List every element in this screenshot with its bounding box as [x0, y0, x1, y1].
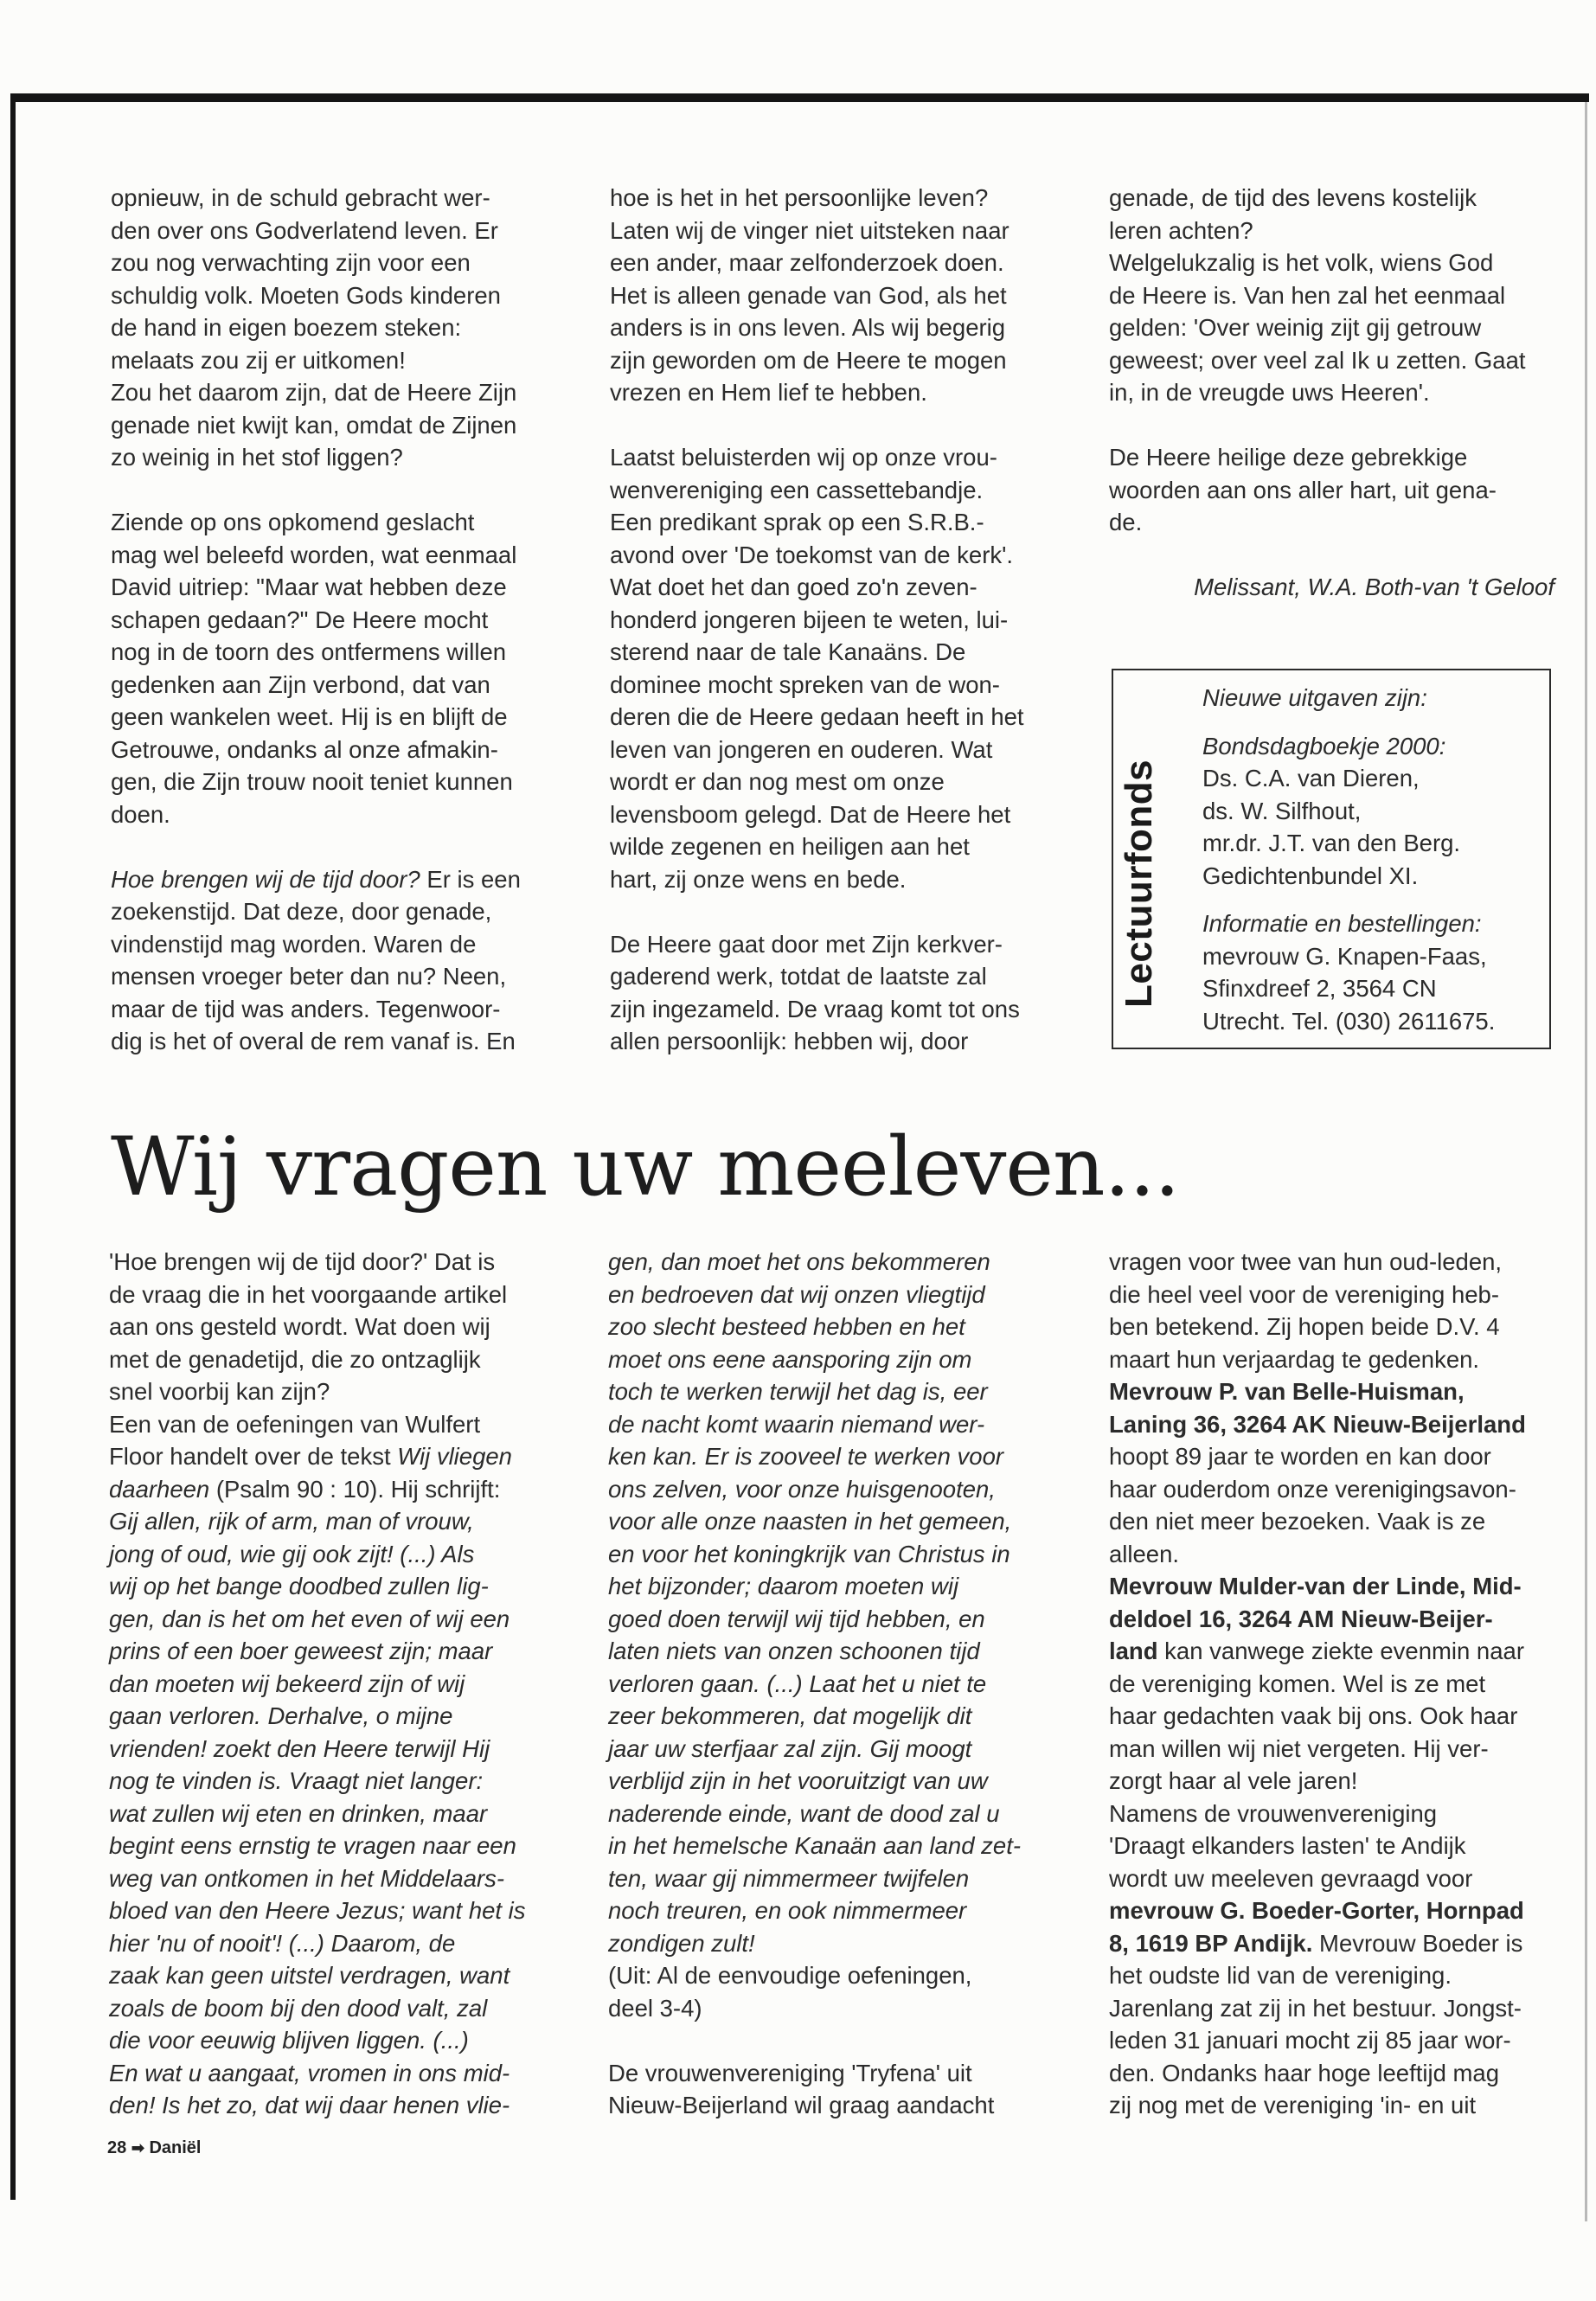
box-author: Gedichtenbundel XI. [1202, 862, 1419, 889]
text-line: gelden: 'Over weinig zijt gij getrouw [1109, 314, 1482, 341]
text-line: wordt uw meeleven gevraagd voor [1109, 1864, 1473, 1892]
text-line: gaan verloren. Derhalve, o mijne [109, 1702, 453, 1729]
member-name: mevrouw G. Boeder-Gorter, Hornpad [1109, 1897, 1524, 1924]
text-line: dan moeten wij bekeerd zijn of wij [109, 1670, 465, 1697]
text-line: een ander, maar zelfonderzoek doen. [610, 249, 1004, 276]
text-line: de vraag die in het voorgaande artikel [109, 1280, 508, 1308]
text-line: allen persoonlijk: hebben wij, door [610, 1028, 969, 1054]
text-line: maart hun verjaardag te gedenken. [1109, 1345, 1480, 1373]
text-line: prins of een boer geweest zijn; maar [109, 1638, 493, 1664]
text-line: wordt er dan nog mest om onze [610, 768, 945, 795]
text-line: hoe is het in het persoonlijke leven? [610, 184, 989, 211]
text-line: moet ons eene aansporing zijn om [608, 1345, 972, 1373]
text-line: Een predikant sprak op een S.R.B.- [610, 509, 984, 535]
box-author: ds. W. Silfhout, [1202, 797, 1362, 824]
text-line: den niet meer bezoeken. Vaak is ze [1109, 1508, 1486, 1535]
text-line: voor alle onze naasten in het gemeen, [608, 1508, 1012, 1535]
text-line: gen, die Zijn trouw nooit teniet kunnen [111, 768, 513, 795]
text-line: gen, dan moet het ons bekommeren [608, 1248, 990, 1275]
text-line: 'Hoe brengen wij de tijd door?' Dat is [109, 1248, 496, 1275]
text-line: bloed van den Heere Jezus; want het is [109, 1897, 526, 1924]
text-line: snel voorbij kan zijn? [109, 1378, 330, 1405]
member-address: Laning 36, 3264 AK Nieuw-Beijerland [1109, 1410, 1526, 1438]
text-line: naderende einde, want de dood zal u [608, 1799, 1000, 1827]
text-line: begint eens ernstig te vragen naar een [109, 1832, 516, 1859]
italic-span: daarheen [109, 1475, 210, 1503]
text-line: de hand in eigen boezem steken: [111, 314, 462, 341]
text-line: schuldig volk. Moeten Gods kinderen [111, 281, 501, 309]
text-line: Een van de oefeningen van Wulfert [109, 1410, 481, 1438]
italic-quote [109, 1505, 567, 2122]
article-heading: Wij vragen uw meeleven... [111, 1120, 1180, 1215]
box-author: mr.dr. J.T. van den Berg. [1202, 830, 1461, 856]
text-line [109, 1440, 567, 1473]
text-line: man willen wij niet vergeten. Hij ver- [1109, 1734, 1489, 1762]
lower-column-3 [1109, 1246, 1567, 2122]
text-line: wij op het bange doodbed zullen lig- [109, 1573, 489, 1599]
text-line: zijn geworden om de Heere te mogen [610, 346, 1007, 374]
right-edge [1585, 102, 1587, 2221]
text-line: wat zullen wij eten en drinken, maar [109, 1799, 488, 1827]
text-line: maar de tijd was anders. Tegenwoor- [111, 995, 501, 1022]
text-line: het bijzonder; daarom moeten wij [608, 1573, 959, 1599]
box-contact: Sfinxdreef 2, 3564 CN [1202, 975, 1437, 1002]
text-line: mensen vroeger beter dan nu? Neen, [111, 963, 507, 990]
top-rule [10, 93, 1589, 102]
arrow-icon: ➡ [131, 2139, 144, 2157]
text-line: zaak kan geen uitstel verdragen, want [109, 1962, 510, 1989]
text-line: jong of oud, wie gij ook zijt! (...) Als [109, 1540, 475, 1567]
text-line: hart, zij onze wens en bede. [610, 865, 907, 893]
member-name: Mevrouw P. van Belle-Huisman, [1109, 1378, 1465, 1405]
text-line: Laatst beluisterden wij op onze vrou- [610, 444, 997, 471]
text-line: jaar uw sterfjaar zal zijn. Gij moogt [608, 1734, 972, 1762]
upper-column-3 [1109, 182, 1554, 604]
text-line: zondigen zult! [608, 1929, 755, 1957]
text-line: de nacht komt waarin niemand wer- [608, 1410, 985, 1438]
text-line: vrienden! zoekt den Heere terwijl Hij [109, 1734, 490, 1762]
text-line: Ziende op ons opkomend geslacht [111, 509, 475, 535]
text-line: de Heere is. Van hen zal het eenmaal [1109, 281, 1506, 309]
text-line: opnieuw, in de schuld gebracht wer- [111, 184, 490, 211]
box-contact: Utrecht. Tel. (030) 2611675. [1202, 1007, 1496, 1035]
text-line: zou nog verwachting zijn voor een [111, 249, 471, 276]
box-title: Lectuurfonds [1118, 759, 1160, 1008]
text-line: vindenstijd mag worden. Waren de [111, 930, 477, 958]
text-line: honderd jongeren bijeen te weten, lui- [610, 606, 1009, 633]
text-line: in, in de vreugde uws Heeren'. [1109, 379, 1430, 406]
text-line: die heel veel voor de vereniging heb- [1109, 1280, 1499, 1308]
text-line: sterend naar de tale Kanaäns. De [610, 638, 966, 665]
text-line: alleen. [1109, 1540, 1180, 1567]
text-line: den over ons Godverlatend leven. Er [111, 216, 498, 244]
page-footer [107, 2138, 202, 2158]
text-line: de. [1109, 509, 1143, 535]
text-line: en bedroeven dat wij onzen vliegtijd [608, 1280, 985, 1308]
upper-column-2 [610, 182, 1064, 1058]
text-line: nog te vinden is. Vraagt niet langer: [109, 1767, 484, 1794]
text-line: gedenken aan Zijn verbond, dat van [111, 670, 490, 698]
text-line: goed doen terwijl wij tijd hebben, en [608, 1605, 985, 1632]
text-line: zoo slecht besteed hebben en het [608, 1313, 965, 1340]
text-line: Het is alleen genade van God, als het [610, 281, 1007, 309]
text-line: ten, waar gij nimmermeer twijfelen [608, 1864, 970, 1892]
text-line: avond over 'De toekomst van de kerk'. [610, 541, 1014, 568]
text-line: verloren gaan. (...) Laat het u niet te [608, 1670, 987, 1697]
text-line: in het hemelsche Kanaän aan land zet- [608, 1832, 1021, 1859]
text-span: kan vanwege ziekte evenmin naar [1157, 1638, 1524, 1664]
text-line: toch te werken terwijl het dag is, eer [608, 1378, 988, 1405]
text-line: haar ouderdom onze verenigingsavon- [1109, 1475, 1516, 1503]
text-line: En wat u aangaat, vromen in ons mid- [109, 2059, 510, 2086]
text-line: vrezen en Hem lief te hebben. [610, 379, 927, 406]
text-line: Namens de vrouwenvereniging [1109, 1799, 1438, 1827]
text-line: vragen voor twee van hun oud-leden, [1109, 1248, 1503, 1275]
text-line: gen, dan is het om het even of wij een [109, 1605, 510, 1632]
text-line: geweest; over veel zal Ik u zetten. Gaat [1109, 346, 1526, 374]
signature: Melissant, W.A. Both-van 't Geloof [1194, 574, 1554, 600]
text-line: wilde zegenen en heiligen aan het [610, 833, 970, 860]
text-line: zij nog met de vereniging 'in- en uit [1109, 2092, 1477, 2118]
magazine-name: Daniël [149, 2138, 202, 2157]
text-line: haar gedachten vaak bij ons. Ook haar [1109, 1702, 1518, 1729]
member-address: deldoel 16, 3264 AM Nieuw-Beijer- [1109, 1605, 1493, 1632]
text-line: De Heere gaat door met Zijn kerkver- [610, 930, 1003, 958]
lower-column-1 [109, 1246, 567, 2122]
text-line: en voor het koningkrijk van Christus in [608, 1540, 1010, 1567]
text-line: het oudste lid van de vereniging. [1109, 1962, 1452, 1989]
text-line: woorden aan ons aller hart, uit gena- [1109, 476, 1497, 503]
text-line: genade niet kwijt kan, omdat de Zijnen [111, 411, 517, 439]
text-span: Er is een [420, 865, 521, 893]
text-line: hier 'nu of nooit'! (...) Daarom, de [109, 1929, 456, 1957]
text-line: Wat doet het dan goed zo'n zeven- [610, 574, 977, 600]
box-author: Ds. C.A. van Dieren, [1202, 765, 1420, 792]
text-line: geen wankelen weet. Hij is en blijft de [111, 703, 508, 730]
text-line: zo weinig in het stof liggen? [111, 444, 403, 471]
text-line: laten niets van onzen schoonen tijd [608, 1638, 980, 1664]
text-line: leven van jongeren en ouderen. Wat [610, 735, 993, 763]
text-line: Getrouwe, ondanks al onze afmakin- [111, 735, 498, 763]
text-line: aan ons gesteld wordt. Wat doen wij [109, 1313, 490, 1340]
page-number: 28 [107, 2138, 127, 2157]
text-line: zoals de boom bij den dood valt, zal [109, 1994, 488, 2022]
left-rule [10, 93, 16, 2200]
text-line: de vereniging komen. Wel is ze met [1109, 1670, 1486, 1697]
text-line: melaats zou zij er uitkomen! [111, 346, 406, 374]
text-line: mag wel beleefd worden, wat eenmaal [111, 541, 517, 568]
upper-column-1 [111, 182, 565, 1058]
text-line: die voor eeuwig blijven liggen. (...) [109, 2027, 469, 2054]
text-line: De vrouwenvereniging 'Tryfena' uit [608, 2059, 972, 2086]
text-line: schapen gedaan?" De Heere mocht [111, 606, 489, 633]
text-line: genade, de tijd des levens kostelijk [1109, 184, 1477, 211]
text-line: ons zelven, voor onze huisgenooten, [608, 1475, 996, 1503]
text-line: (Uit: Al de eenvoudige oefeningen, [608, 1962, 972, 1989]
text-line: De Heere heilige deze gebrekkige [1109, 444, 1468, 471]
text-line: ken kan. Er is zooveel te werken voor [608, 1443, 1004, 1470]
italic-span: Wij vliegen [397, 1443, 512, 1470]
text-line: noch treuren, en ook nimmermeer [608, 1897, 967, 1924]
text-line: Laten wij de vinger niet uitsteken naar [610, 216, 1010, 244]
text-line: hoopt 89 jaar te worden en kan door [1109, 1443, 1491, 1470]
bold-span: 8, 1619 BP Andijk. [1109, 1929, 1313, 1957]
box-book: Bondsdagboekje 2000: [1202, 732, 1446, 760]
text-line [109, 1473, 567, 1506]
text-line: den. Ondanks haar hoge leeftijd mag [1109, 2059, 1499, 2086]
member-name: Mevrouw Mulder-van der Linde, Mid- [1109, 1573, 1522, 1599]
italic-quote [608, 1246, 1067, 1959]
text-line: zoekenstijd. Dat deze, door genade, [111, 898, 492, 925]
text-line: Nieuw-Beijerland wil graag aandacht [608, 2092, 995, 2118]
box-intro: Nieuwe uitgaven zijn: [1202, 684, 1427, 711]
text-line: gaderend werk, totdat de laatste zal [610, 963, 987, 990]
text-line: ben betekend. Zij hopen beide D.V. 4 [1109, 1313, 1500, 1340]
text-span: Floor handelt over de tekst [109, 1443, 398, 1470]
text-line: doen. [111, 800, 170, 828]
italic-question: Hoe brengen wij de tijd door? [111, 865, 420, 893]
text-line: nog in de toorn des ontfermens willen [111, 638, 507, 665]
text-line: den! Is het zo, dat wij daar henen vlie- [109, 2092, 510, 2118]
text-line: David uitriep: "Maar wat hebben deze [111, 574, 507, 600]
lower-column-2 [608, 1246, 1067, 2122]
text-line: Jarenlang zat zij in het bestuur. Jongst- [1109, 1994, 1522, 2022]
text-line: Zou het daarom zijn, dat de Heere Zijn [111, 379, 517, 406]
text-line: zeer bekommeren, dat mogelijk dit [608, 1702, 972, 1729]
text-line: verblijd zijn in het vooruitzigt van uw [608, 1767, 988, 1794]
box-contact: mevrouw G. Knapen-Faas, [1202, 942, 1487, 970]
text-line: anders is in ons leven. Als wij begerig [610, 314, 1006, 341]
text-span: (Psalm 90 : 10). Hij schrijft: [209, 1475, 501, 1503]
text-line: deren die de Heere gedaan heeft in het [610, 703, 1024, 730]
text-line: zorgt haar al vele jaren! [1109, 1767, 1358, 1794]
text-line: leren achten? [1109, 216, 1253, 244]
text-line: dig is het of overal de rem vanaf is. En [111, 1028, 516, 1054]
text-line: weg van ontkomen in het Middelaars- [109, 1864, 505, 1892]
box-info-label: Informatie en bestellingen: [1202, 910, 1482, 937]
text-line [111, 863, 565, 896]
text-line: 'Draagt elkanders lasten' te Andijk [1109, 1832, 1466, 1859]
text-line: met de genadetijd, die zo ontzaglijk [109, 1345, 481, 1373]
box-content [1202, 682, 1548, 1037]
text-span: Mevrouw Boeder is [1312, 1929, 1523, 1957]
text-line [1109, 1635, 1567, 1668]
text-line: levensboom gelegd. Dat de Heere het [610, 800, 1011, 828]
text-line [1109, 1927, 1567, 1960]
text-line: wenvereniging een cassettebandje. [610, 476, 984, 503]
text-line: dominee mocht spreken van de won- [610, 670, 1000, 698]
text-line: deel 3-4) [608, 1994, 702, 2022]
text-line: Gij allen, rijk of arm, man of vrouw, [109, 1508, 474, 1535]
text-line: zijn ingezameld. De vraag komt tot ons [610, 995, 1020, 1022]
text-line: leden 31 januari mocht zij 85 jaar wor- [1109, 2027, 1511, 2054]
bold-span: land [1109, 1638, 1158, 1664]
text-line: Welgelukzalig is het volk, wiens God [1109, 249, 1494, 276]
